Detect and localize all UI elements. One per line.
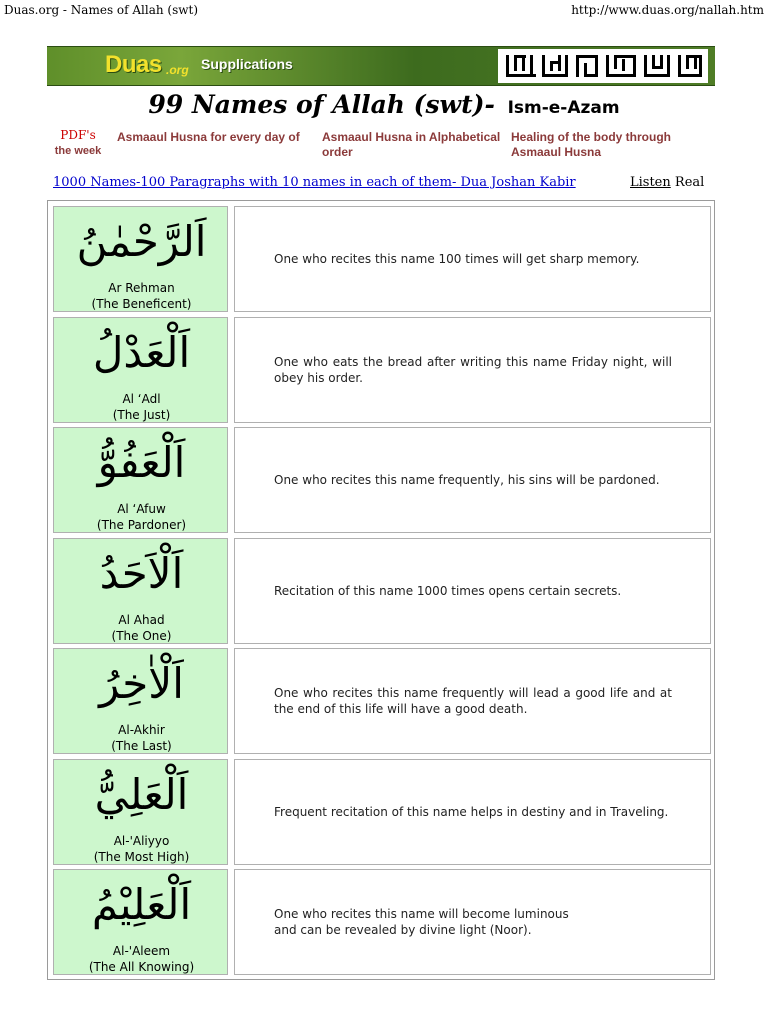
site-logo-suffix: .org [166, 63, 189, 77]
name-cell [53, 206, 228, 312]
name-description: One who recites this name 100 times will get sharp memory. [274, 252, 640, 266]
name-meaning: (The Pardoner) [96, 518, 187, 532]
bismillah-calligraphy-icon [498, 49, 708, 83]
name-description: One who recites this name will become luminous and can be revealed by divine light (Noor). [274, 907, 569, 937]
name-meaning: (The All Knowing) [88, 960, 195, 974]
arabic-name: اَلْعَلِيْمُ [91, 880, 192, 929]
transliteration: Al ‘Afuw [117, 502, 166, 516]
description-cell [234, 648, 711, 754]
print-header [0, 0, 768, 20]
table-row [53, 427, 711, 533]
names-table [47, 200, 715, 980]
arabic-name: اَلْعَفُوُّ [97, 438, 186, 487]
page-heading-sub: Ism-e-Azam [507, 98, 620, 118]
arabic-name: اَلْعَلِيُّ [94, 770, 189, 819]
table-row [53, 869, 711, 975]
name-cell [53, 538, 228, 644]
description-cell [234, 538, 711, 644]
table-row [53, 759, 711, 865]
transliteration: Al-'Aleem [112, 944, 171, 958]
listen-suffix: Real [674, 175, 705, 190]
banner-tagline: Supplications [201, 56, 293, 72]
pdf-link[interactable] [50, 127, 106, 159]
nav-link-daily[interactable]: Asmaaul Husna for every day of [117, 130, 300, 144]
description-cell [234, 427, 711, 533]
nav-link-alphabetical[interactable]: Asmaaul Husna in Alphabetical order [322, 130, 501, 159]
transliteration: Al-Akhir [118, 723, 165, 737]
transliteration: Al-'Aliyyo [113, 834, 170, 848]
table-row [53, 206, 711, 312]
name-meaning: (The Just) [112, 408, 171, 422]
site-logo[interactable]: Duas [105, 51, 162, 78]
arabic-name: اَلْاٰخِرُ [99, 659, 184, 708]
transliteration: Al ‘Adl [122, 392, 161, 406]
description-cell [234, 759, 711, 865]
name-meaning: (The Most High) [93, 850, 190, 864]
page-url-print: http://www.duas.org/nallah.htm [571, 3, 764, 17]
name-description: Frequent recitation of this name helps in destiny and in Traveling. [274, 805, 669, 819]
site-banner [47, 46, 715, 86]
page-heading-main: 99 Names of Allah (swt)- [148, 90, 495, 119]
page-heading [0, 90, 768, 119]
transliteration: Al Ahad [118, 613, 165, 627]
name-description: One who recites this name frequently, his sins will be pardoned. [274, 473, 660, 487]
description-cell [234, 317, 711, 423]
name-cell [53, 869, 228, 975]
listen-link[interactable]: Listen [630, 175, 671, 190]
arabic-name: اَلْعَدْلُ [92, 328, 191, 377]
table-row [53, 317, 711, 423]
pdf-link-sublabel: the week [54, 145, 102, 157]
name-cell [53, 427, 228, 533]
table-row [53, 648, 711, 754]
name-meaning: (The Beneficent) [91, 297, 192, 311]
joshan-kabir-link[interactable]: 1000 Names-100 Paragraphs with 10 names in each of them- Dua Joshan Kabir [53, 175, 576, 190]
name-description: One who eats the bread after writing this name Friday night, will obey his order. [274, 355, 672, 385]
transliteration: Ar Rehman [108, 281, 175, 295]
pdf-link-label: PDF's [60, 128, 96, 142]
name-meaning: (The Last) [111, 739, 172, 753]
name-cell [53, 317, 228, 423]
nav-link-healing[interactable]: Healing of the body through Asmaaul Husna [511, 130, 671, 159]
page-title-print: Duas.org - Names of Allah (swt) [4, 3, 199, 17]
listen-section [630, 175, 704, 190]
name-meaning: (The One) [111, 629, 172, 643]
name-cell [53, 759, 228, 865]
description-cell [234, 869, 711, 975]
arabic-name: اَلرَّحْمٰنُ [76, 217, 207, 266]
description-cell [234, 206, 711, 312]
name-cell [53, 648, 228, 754]
name-description: One who recites this name frequently will lead a good life and at the end of this life will have a good death. [274, 686, 672, 716]
name-description: Recitation of this name 1000 times opens certain secrets. [274, 584, 622, 598]
table-row [53, 538, 711, 644]
arabic-name: اَلْاَحَدُ [99, 549, 184, 598]
